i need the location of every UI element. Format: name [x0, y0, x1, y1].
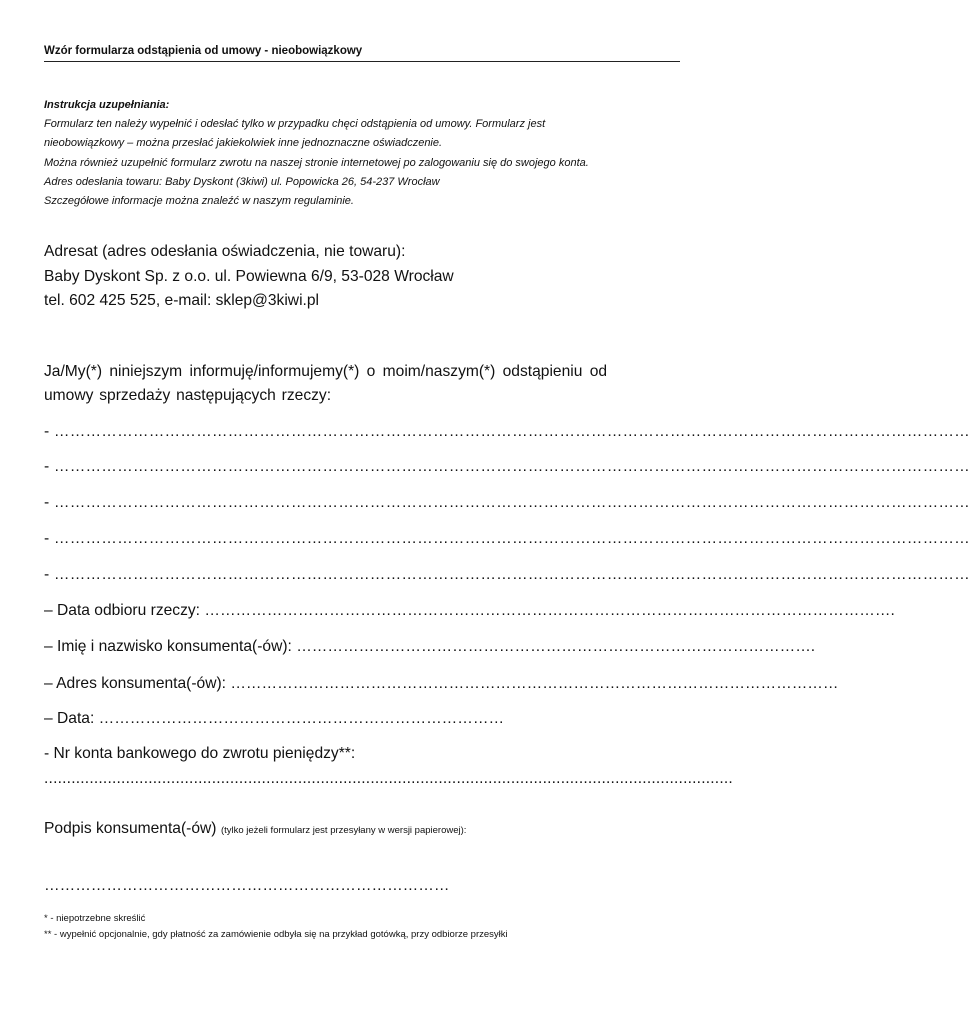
- instructions-block: [44, 96, 680, 211]
- addressee-heading: Adresat (adres odesłania oświadczenia, nie towaru):: [44, 243, 406, 260]
- signature-title: Podpis konsumenta(-ów): [44, 820, 217, 837]
- declaration-block: [44, 360, 680, 407]
- addressee-contact: tel. 602 425 525, e-mail: sklep@3kiwi.pl: [44, 292, 319, 309]
- item-line[interactable]: - …………………………………………………………………………………………………………………………………………………………: [44, 458, 970, 475]
- instructions-line: Adres odesłania towaru: Baby Dyskont (3kiwi) ul. Popowicka 26, 54-237 Wrocław: [44, 175, 440, 188]
- signature-field[interactable]: ……………………………………………………………………: [44, 877, 450, 894]
- consumer-name-field[interactable]: – Imię i nazwisko konsumenta(-ów): ……………………………………………………………………………………….: [44, 638, 816, 655]
- declaration-line: umowy sprzedaży następujących rzeczy:: [44, 386, 332, 404]
- instructions-line: Szczegółowe informacje można znaleźć w naszym regulaminie.: [44, 195, 354, 208]
- bank-account-field[interactable]: ........................................................................................................................................................: [44, 770, 733, 787]
- instructions-title: Instrukcja uzupełniania:: [44, 99, 170, 111]
- receipt-date-field[interactable]: – Data odbioru rzeczy: …………………………………………………………………………………………………………………….: [44, 602, 895, 619]
- footnote-2: ** - wypełnić opcjonalnie, gdy płatność za zamówienie odbyła się na przykład gotówką, przy odbiorze przesyłki: [44, 929, 508, 940]
- signature-note: (tylko jeżeli formularz jest przesyłany w wersji papierowej):: [220, 825, 467, 836]
- signature-label: [44, 820, 680, 838]
- declaration-line: Ja/My(*) niniejszym informuję/informujemy(*) o moim/naszym(*) odstąpieniu od: [44, 363, 608, 380]
- item-line[interactable]: - …………………………………………………………………………………………………………………………………………………………: [44, 530, 970, 547]
- addressee-block: [44, 240, 680, 314]
- date-field[interactable]: – Data: ……………………………………………………………………: [44, 710, 505, 727]
- header-divider: [44, 61, 680, 62]
- item-line[interactable]: - …………………………………………………………………………………………………………………………………………………………: [44, 423, 970, 440]
- addressee-company: Baby Dyskont Sp. z o.o. ul. Powiewna 6/9, 53-028 Wrocław: [44, 267, 454, 285]
- instructions-line: Można również uzupełnić formularz zwrotu na naszej stronie internetowej po zalogowaniu się do swojego konta.: [44, 156, 589, 169]
- consumer-address-field[interactable]: – Adres konsumenta(-ów): ………………………………………………………………………………………………………: [44, 675, 839, 692]
- page-title: Wzór formularza odstąpienia od umowy - nieobowiązkowy: [44, 45, 363, 57]
- bank-account-label: - Nr konta bankowego do zwrotu pieniędzy**:: [44, 745, 356, 762]
- instructions-line: Formularz ten należy wypełnić i odesłać tylko w przypadku chęci odstąpienia od umowy. Formularz jest: [44, 118, 546, 131]
- item-line[interactable]: - …………………………………………………………………………………………………………………………………………………………: [44, 494, 970, 511]
- instructions-line: nieobowiązkowy – można przesłać jakiekolwiek inne jednoznaczne oświadczenie.: [44, 137, 443, 150]
- item-line[interactable]: - …………………………………………………………………………………………………………………………………………………………: [44, 566, 970, 583]
- footnote-1: * - niepotrzebne skreślić: [44, 913, 146, 924]
